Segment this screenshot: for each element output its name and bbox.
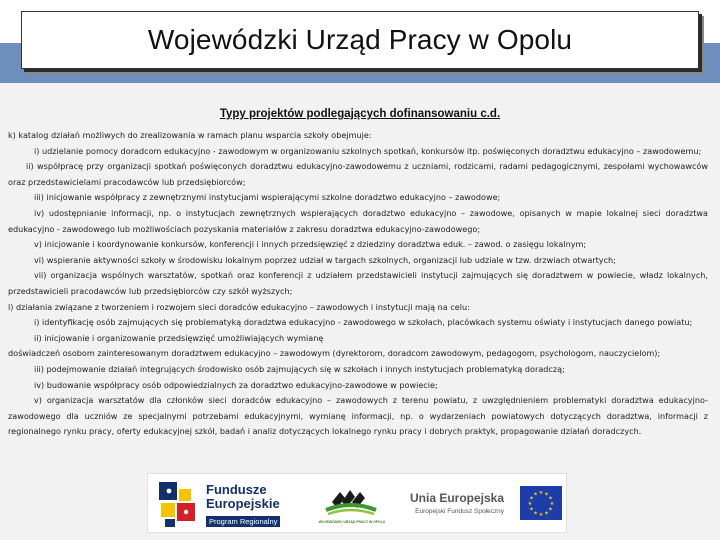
ue-line-1: Unia Europejska bbox=[410, 491, 505, 505]
ue-text bbox=[410, 491, 504, 515]
section-heading: Typy projektów podlegających dofinansowaniu c.d. bbox=[219, 108, 501, 120]
body-text bbox=[8, 128, 708, 440]
svg-text:★: ★ bbox=[549, 501, 555, 507]
wup-caption: WOJEWÓDZKI URZĄD PRACY W OPOLU bbox=[318, 520, 386, 524]
paragraph-k-v: v) inicjowanie i koordynowanie konkursów, konferencji i innych przedsięwzięć z dziedziny doradztwa eduk. – zawod. o zasięgu lokalnym; bbox=[34, 239, 587, 250]
wup-opole-logo-icon bbox=[318, 480, 384, 520]
fundusze-europejskie-logo-icon bbox=[155, 479, 203, 529]
svg-text:★: ★ bbox=[533, 491, 538, 498]
paragraph-k: k) katalog działań możliwych do zrealizowania w ramach planu wsparcia szkoły obejmuje: bbox=[8, 130, 372, 140]
svg-text:★: ★ bbox=[527, 501, 533, 507]
paragraph-l-v: v) organizacja warsztatów dla członków sieci doradców edukacyjno – zawodowych z terenu powiatu, z uwzględnieniem problematyki doradztwa edukacyjno-zawodowego dla uczniów ze specjalnymi potrzebami edukacyjnymi, wymianę informacji, np. o wydarzeniach powiatowych dotyczących doradztwa, informacji z regionalnego rynku pracy, oferty edukacyjnej szkół, badań i analiz dotyczących lokalnego rynku pracy i dobrych praktyk, propagowanie działań doradczych. bbox=[8, 395, 708, 437]
ue-line-2: Europejski Fundusz Społeczny bbox=[415, 508, 505, 515]
paragraph-k-iii: iii) inicjowanie współpracy z zewnętrznymi instytucjami wspierającymi szkolne doradztwo edukacyjno – zawodowe; bbox=[34, 192, 501, 203]
svg-text:★: ★ bbox=[538, 512, 544, 518]
paragraph-l-iii: iii) podejmowanie działań integrujących środowisko osób zajmujących się w szkołach i innych instytucjach problematyką doradczą; bbox=[34, 363, 565, 374]
svg-text:★: ★ bbox=[533, 510, 538, 517]
svg-text:★: ★ bbox=[538, 490, 544, 496]
paragraph-k-iv: iv) udostępnianie informacji, np. o instytucjach zewnętrznych wspierających doradztwo edukacyjno – zawodowe, opisanych w mapie lokalnej sieci doradztwa edukacyjno - zawodowego lub możliwościach pozyskania materiałów z zakresu doradztwa edukacyjno-zawodowego; bbox=[8, 207, 708, 234]
fundusze-text bbox=[206, 483, 280, 529]
eu-flag-icon bbox=[520, 486, 562, 520]
paragraph-l-ii: ii) inicjowanie i organizowanie przedsięwzięć umożliwiających wymianę bbox=[34, 332, 324, 343]
fe-line-2: Europejskie bbox=[206, 496, 280, 511]
fe-line-3: Program Regionalny bbox=[206, 516, 280, 527]
page-title: Wojewódzki Urząd Pracy w Opolu bbox=[147, 24, 573, 55]
paragraph-l-i: i) identyfikację osób zajmujących się problematyką doradztwa edukacyjno - zawodowego w szkołach, placówkach systemu oświaty i instytucjach danego powiatu; bbox=[34, 317, 693, 328]
title-box bbox=[21, 11, 699, 69]
svg-text:★: ★ bbox=[544, 510, 549, 517]
paragraph-l: l) działania związane z tworzeniem i rozwojem sieci doradców edukacyjno – zawodowych i instytucji mają na celu: bbox=[8, 301, 470, 312]
paragraph-k-ii: ii) współpracę przy organizacji spotkań poświęconych doradztwu edukacyjno-zawodowemu z uczniami, rodzicami, radami pedagogicznymi, zespołami wychowawców oraz przedstawicielami pracodawców lub przedsiębiorców; bbox=[8, 161, 708, 187]
svg-text:★: ★ bbox=[548, 495, 553, 502]
paragraph-k-vii: vii) organizacja wspólnych warsztatów, spotkań oraz konferencji z udziałem przedstawicieli instytucji zajmujących się doradztwem w powiecie, władz lokalnych, przedstawicieli pracodawców lub przedsiębiorców czy szkół wyższych; bbox=[8, 270, 708, 296]
svg-text:★: ★ bbox=[529, 506, 534, 513]
fe-line-1: Fundusze bbox=[206, 482, 267, 497]
svg-text:★: ★ bbox=[529, 495, 534, 502]
svg-text:★: ★ bbox=[548, 506, 553, 513]
paragraph-k-i: i) udzielanie pomocy doradcom edukacyjno - zawodowym w organizowaniu szkolnych spotkań, konkursów itp. poświęconych doradztwu edukacyjno – zawodowemu; bbox=[34, 145, 702, 156]
paragraph-l-iv: iv) budowanie współpracy osób odpowiedzialnych za doradztwo edukacyjno-zawodowe w powiecie; bbox=[34, 379, 438, 390]
paragraph-k-vi: vi) wspieranie aktywności szkoły w środowisku lokalnym poprzez udział w targach szkolnych, organizacji lub udziale w tzw. drzwiach otwartych; bbox=[34, 254, 616, 265]
svg-text:★: ★ bbox=[544, 491, 549, 498]
paragraph-l-ii-cont: doświadczeń osobom zainteresowanym doradztwem edukacyjno – zawodowym (dyrektorom, doradcom zawodowym, pedagogom, psychologom, nauczycielom); bbox=[8, 348, 661, 359]
logo-bar bbox=[147, 473, 567, 533]
